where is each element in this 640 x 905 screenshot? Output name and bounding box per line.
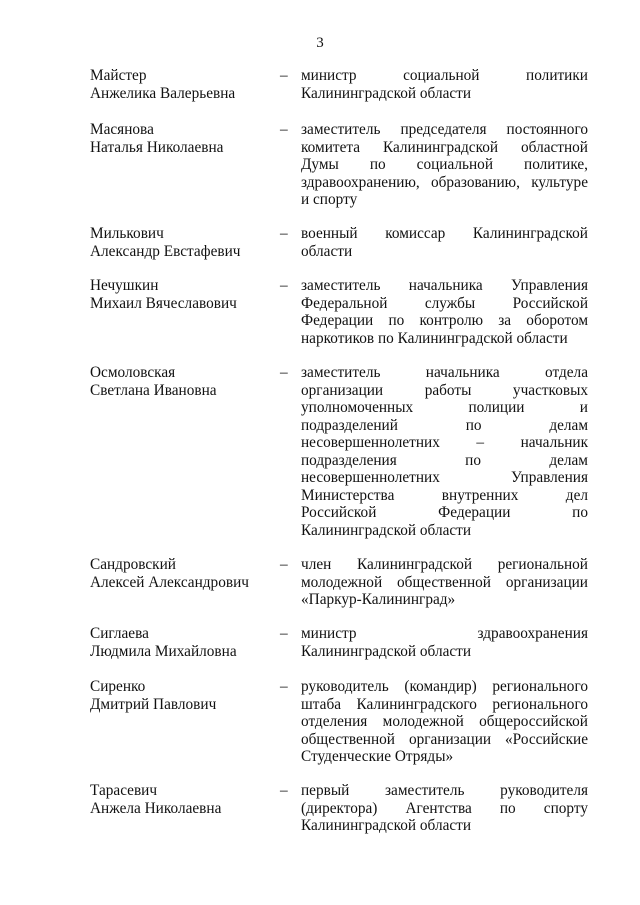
position-line: комитета Калининградской областной (301, 138, 588, 156)
position-line: министр социальной политики (301, 67, 588, 84)
position-line: Федерации по контролю за оборотом (301, 312, 588, 329)
member-surname: Сандровский (90, 556, 176, 573)
member-position (301, 364, 588, 539)
position-line: и спорту (301, 191, 358, 208)
position-line: Калининградской области (301, 521, 472, 539)
member-name (90, 225, 270, 260)
member-given-names: Александр Евстафевич (90, 242, 241, 260)
position-line: общественной организации «Российские (301, 730, 588, 748)
position-line: здравоохранению, образованию, культуре (301, 173, 588, 191)
member-surname: Сиренко (90, 678, 146, 695)
member-surname: Осмоловская (90, 364, 176, 381)
separator-dash: – (280, 782, 288, 799)
position-line: (директора) Агентства по спорту (301, 799, 588, 817)
position-line: Думы по социальной политике, (301, 156, 588, 173)
separator-dash: – (280, 364, 288, 381)
position-line: Калининградской области (301, 84, 472, 102)
separator-dash: – (280, 225, 288, 242)
position-line: организации работы участковых (301, 381, 588, 399)
member-given-names: Дмитрий Павлович (90, 695, 217, 713)
position-line: заместитель начальника отдела (301, 364, 588, 381)
member-position (301, 277, 588, 347)
member-name (90, 121, 270, 156)
separator-dash: – (280, 556, 288, 573)
position-line: Студенческие Отряды» (301, 748, 454, 765)
member-name (90, 556, 270, 591)
member-given-names: Анжела Николаевна (90, 799, 222, 817)
member-name (90, 364, 270, 399)
member-name (90, 277, 270, 312)
position-line: подразделений по делам (301, 416, 588, 434)
member-name (90, 782, 270, 817)
position-line: молодежной общественной организации (301, 573, 588, 591)
position-line: Калининградской области (301, 642, 472, 660)
member-name (90, 67, 270, 102)
position-line: подразделения по делам (301, 451, 588, 469)
position-line: отделения молодежной общероссийской (301, 713, 588, 730)
member-surname: Милькович (90, 225, 164, 242)
member-given-names: Наталья Николаевна (90, 138, 224, 156)
position-line: военный комиссар Калининградской (301, 225, 588, 242)
member-position (301, 782, 588, 835)
position-line: уполномоченных полиции и (301, 399, 588, 416)
position-line: Федеральной службы Российской (301, 294, 588, 312)
member-surname: Сиглаева (90, 625, 149, 642)
member-position (301, 556, 588, 609)
member-position (301, 67, 588, 102)
position-line: заместитель начальника Управления (301, 277, 588, 294)
member-surname: Нечушкин (90, 277, 159, 294)
separator-dash: – (280, 625, 288, 642)
position-line: штаба Калининградского регионального (301, 695, 588, 713)
member-position (301, 678, 588, 766)
member-surname: Масянова (90, 121, 154, 138)
member-surname: Тарасевич (90, 782, 158, 799)
position-line: Калининградской области (301, 817, 472, 834)
member-given-names: Светлана Ивановна (90, 381, 217, 399)
member-position (301, 625, 588, 660)
position-line: первый заместитель руководителя (301, 782, 588, 799)
position-line: Министерства внутренних дел (301, 486, 588, 504)
member-given-names: Людмила Михайловна (90, 642, 237, 660)
position-line: член Калининградской региональной (301, 556, 588, 573)
member-name (90, 678, 270, 713)
separator-dash: – (280, 121, 288, 138)
position-line: несовершеннолетних – начальник (301, 434, 588, 451)
position-line: несовершеннолетних Управления (301, 469, 588, 486)
member-given-names: Михаил Вячеславович (90, 294, 237, 312)
member-given-names: Анжелика Валерьевна (90, 84, 236, 102)
separator-dash: – (280, 678, 288, 695)
separator-dash: – (280, 277, 288, 294)
position-line: Российской Федерации по (301, 504, 588, 521)
position-line: наркотиков по Калининградской области (301, 329, 568, 347)
member-surname: Майстер (90, 67, 147, 84)
position-line: области (301, 242, 353, 260)
member-name (90, 625, 270, 660)
member-given-names: Алексей Александрович (90, 573, 249, 591)
separator-dash: – (280, 67, 288, 84)
member-position (301, 121, 588, 209)
member-position (301, 225, 588, 260)
position-line: руководитель (командир) регионального (301, 678, 588, 695)
position-line: министр здравоохранения (301, 625, 588, 642)
position-line: заместитель председателя постоянного (301, 121, 588, 138)
page-number: 3 (316, 35, 324, 51)
position-line: «Паркур-Калининград» (301, 591, 456, 608)
